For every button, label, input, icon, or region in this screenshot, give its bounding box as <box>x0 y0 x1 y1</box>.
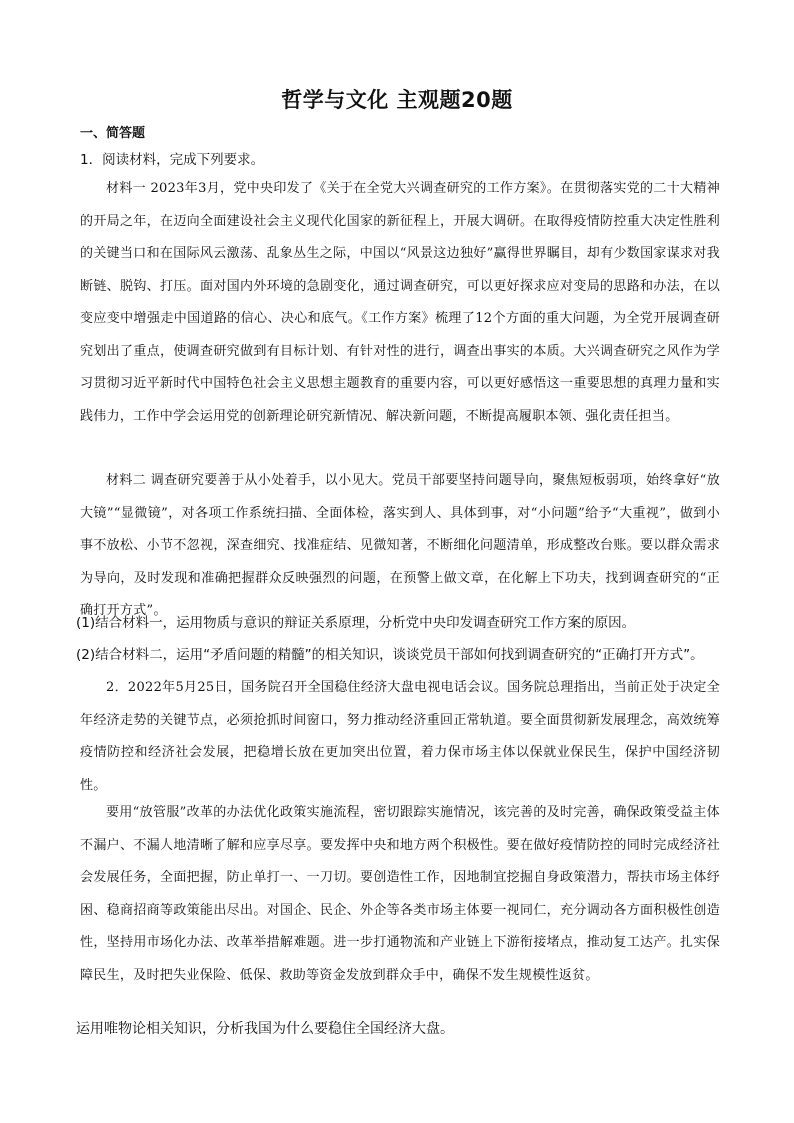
page-title: 哲学与文化 主观题20题 <box>281 88 513 112</box>
q1-subquestion-2: (2)结合材料二，运用“矛盾问题的精髓”的相关知识，谈谈党员干部如何找到调查研究的“正确打开方式”。 <box>76 647 704 663</box>
q2-paragraph-1: 2．2022年5月25日，国务院召开全国稳住经济大盘电视电话会议。国务院总理指出，当前正处于决定全年经济走势的关键节点，必须抢抓时间窗口，努力推动经济重回正常轨道。要全面贯彻新发展理念，高效统筹疫情防控和经济社会发展，把稳增长放在更加突出位置，着力保市场主体以保就业保民生，保护中国经济韧性。 <box>80 680 720 793</box>
question-1-prompt: 1．阅读材料，完成下列要求。 <box>80 152 265 168</box>
q2-paragraph-2: 要用“放管服”改革的办法优化政策实施流程，密切跟踪实施情况，该完善的及时完善，确保政策受益主体不漏户、不漏人地清晰了解和应享尽享。要发挥中央和地方两个积极性。要在做好疫情防控的同时完成经济社会发展任务，全面把握，防止单打一、一刀切。要创造性工作，因地制宜挖掘自身政策潜力，帮扶市场主体纾困、稳商招商等政策能出尽出。对国企、民企、外企等各类市场主体要一视同仁，充分调动各方面积极性创造性，坚持用市场化办法、改革举措解难题。进一步打通物流和产业链上下游衔接堵点，推动复工达产。扎实保障民生，及时把失业保险、低保、救助等资金发放到群众手中，确保不发生规模性返贫。 <box>80 805 720 983</box>
q1-subquestion-1: (1)结合材料一，运用物质与意识的辩证关系原理，分析党中央印发调查研究工作方案的原因。 <box>76 615 636 631</box>
section-heading: 一、简答题 <box>80 126 146 141</box>
q1-material-2: 材料二 调查研究要善于从小处着手，以小见大。党员干部要坚持问题导向，聚焦短板弱项，始终拿好“放大镜”“显微镜”，对各项工作系统扫描、全面体检，落实到人、具体到事，对“小问题”给予“大重视”，做到小事不放松、小节不忽视，深查细究、找准症结、见微知著，不断细化问题清单，形成整改台账。要以群众需求为导向，及时发现和准确把握群众反映强烈的问题，在预警上做文章，在化解上下功夫，找到调查研究的“正确打开方式”。 <box>80 473 720 618</box>
q2-question: 运用唯物论相关知识，分析我国为什么要稳住全国经济大盘。 <box>76 1021 454 1037</box>
q1-material-1: 材料一 2023年3月，党中央印发了《关于在全党大兴调查研究的工作方案》。在贯彻落实党的二十大精神的开局之年，在迈向全面建设社会主义现代化国家的新征程上，开展大调研。在取得疫情防控重大决定性胜利的关键当口和在国际风云激荡、乱象丛生之际，中国以“风景这边独好”赢得世界瞩目，却有少数国家谋求对我断链、脱钩、打压。面对国内外环境的急剧变化，通过调查研究，可以更好探求应对变局的思路和办法，在以变应变中增强走中国道路的信心、决心和底气。《工作方案》梳理了12个方面的重大问题，为全党开展调查研究划出了重点，使调查研究做到有目标计划、有针对性的进行，调查出事实的本质。大兴调查研究之风作为学习贯彻习近平新时代中国特色社会主义思想主题教育的重要内容，可以更好感悟这一重要思想的真理力量和实践伟力，工作中学会运用党的创新理论研究新情况、解决新问题，不断提高履职本领、强化责任担当。 <box>80 181 720 424</box>
